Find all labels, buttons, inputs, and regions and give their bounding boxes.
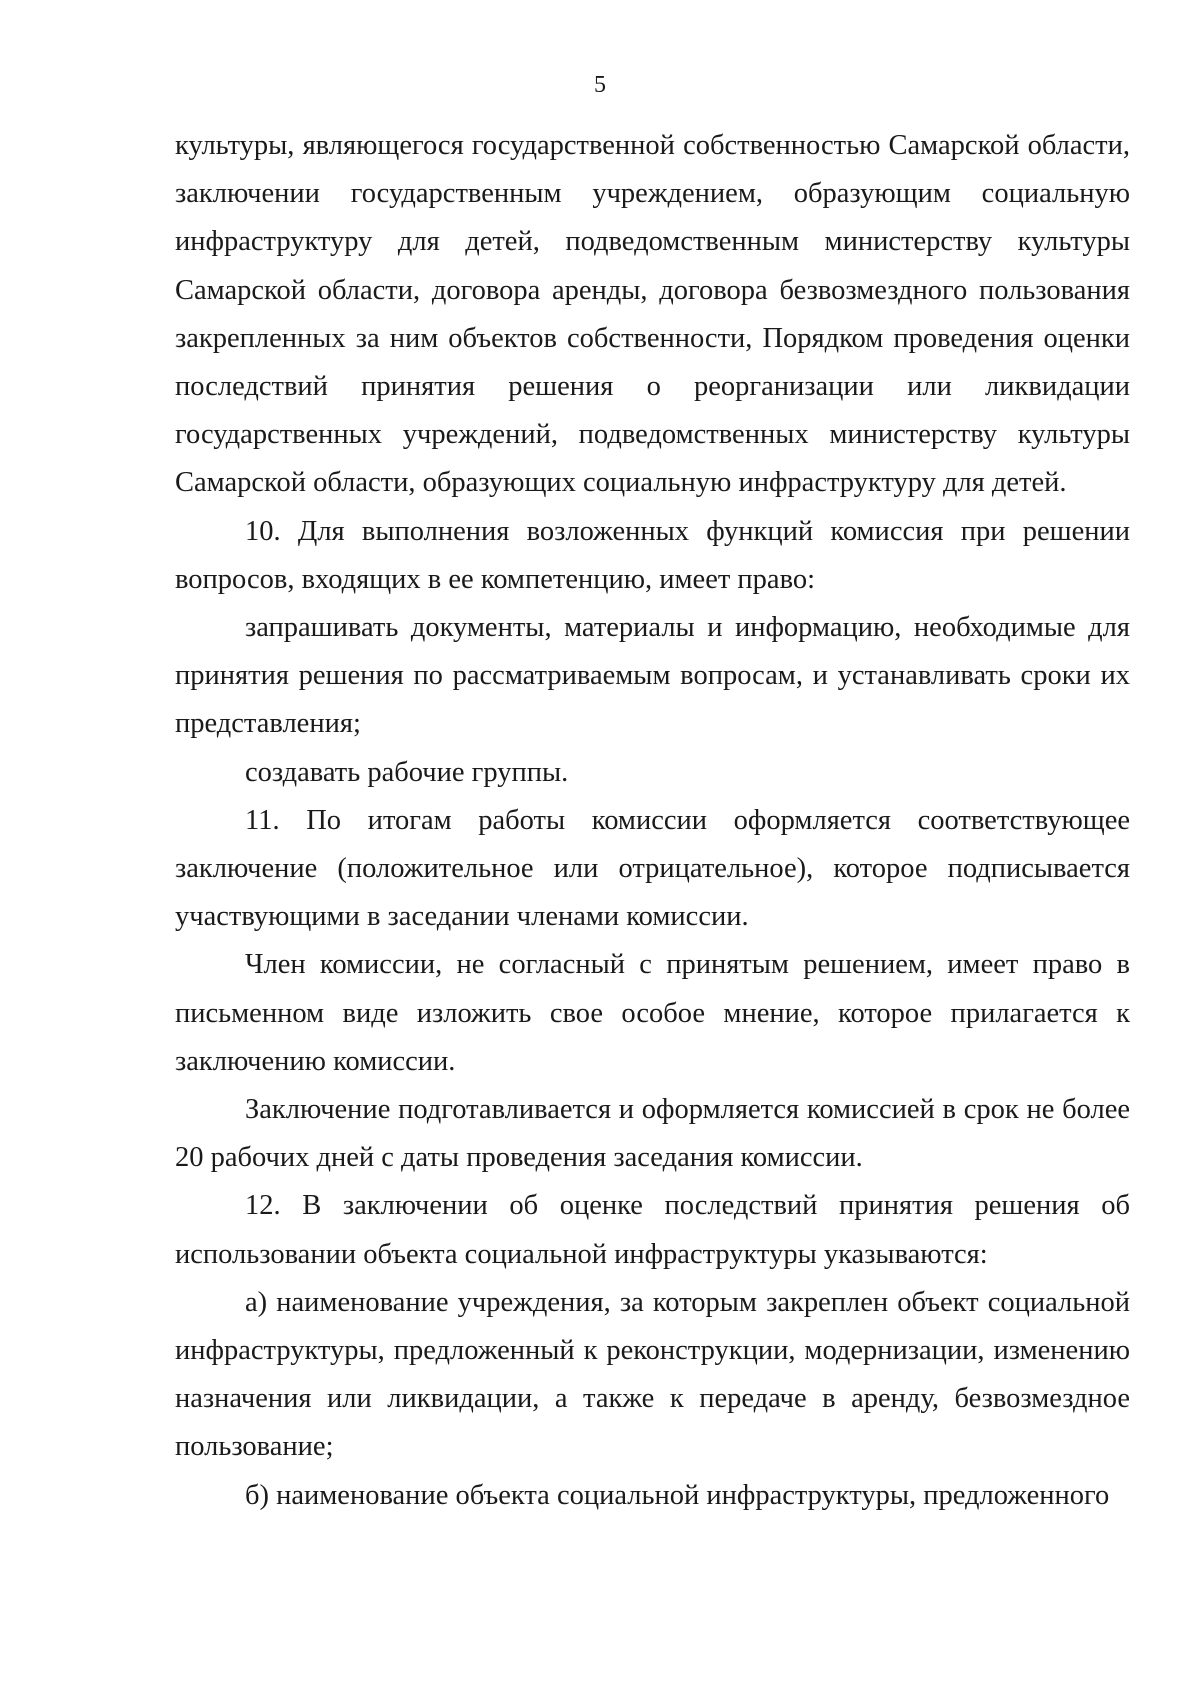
paragraph-request-documents: запрашивать документы, материалы и информацию, необходимые для принятия решения по рассматриваемым вопросам, и устанавливать сроки их представления;	[175, 612, 1130, 740]
paragraph-item-12a: а) наименование учреждения, за которым закреплен объект социальной инфраструктуры, предложенный к реконструкции, модернизации, изменению назначения или ликвидации, а также к передаче в аренду, безвозмездное пользование;	[175, 1286, 1130, 1463]
page-number: 5	[594, 72, 606, 98]
paragraph-working-groups: создавать рабочие группы.	[245, 756, 569, 788]
paragraph-item-10: 10. Для выполнения возложенных функций комиссия при решении вопросов, входящих в ее компетенцию, имеет право:	[175, 515, 1130, 595]
paragraph-item-12: 12. В заключении об оценке последствий принятия решения об использовании объекта социальной инфраструктуры указываются:	[175, 1190, 1130, 1270]
document-body	[175, 122, 1130, 1520]
paragraph-deadline: Заключение подготавливается и оформляется комиссией в срок не более 20 рабочих дней с даты проведения заседания комиссии.	[175, 1094, 1130, 1174]
paragraph-item-12b: б) наименование объекта социальной инфраструктуры, предложенного	[245, 1479, 1110, 1511]
paragraph-item-11: 11. По итогам работы комиссии оформляется соответствующее заключение (положительное или отрицательное), которое подписывается участвующими в заседании членами комиссии.	[175, 804, 1130, 933]
paragraph-continuation: культуры, являющегося государственной собственностью Самарской области, заключении государственным учреждением, образующим социальную инфраструктуру для детей, подведомственным министерству культуры Самарской области, договора аренды, договора безвозмездного пользования закрепленных за ним объектов собственности, Порядком проведения оценки последствий принятия решения о реорганизации или ликвидации государственных учреждений, подведомственных министерству культуры Самарской области, образующих социальную инфраструктуру для детей.	[175, 130, 1130, 499]
paragraph-dissent: Член комиссии, не согласный с принятым решением, имеет право в письменном виде изложить свое особое мнение, которое прилагается к заключению комиссии.	[175, 949, 1130, 1077]
